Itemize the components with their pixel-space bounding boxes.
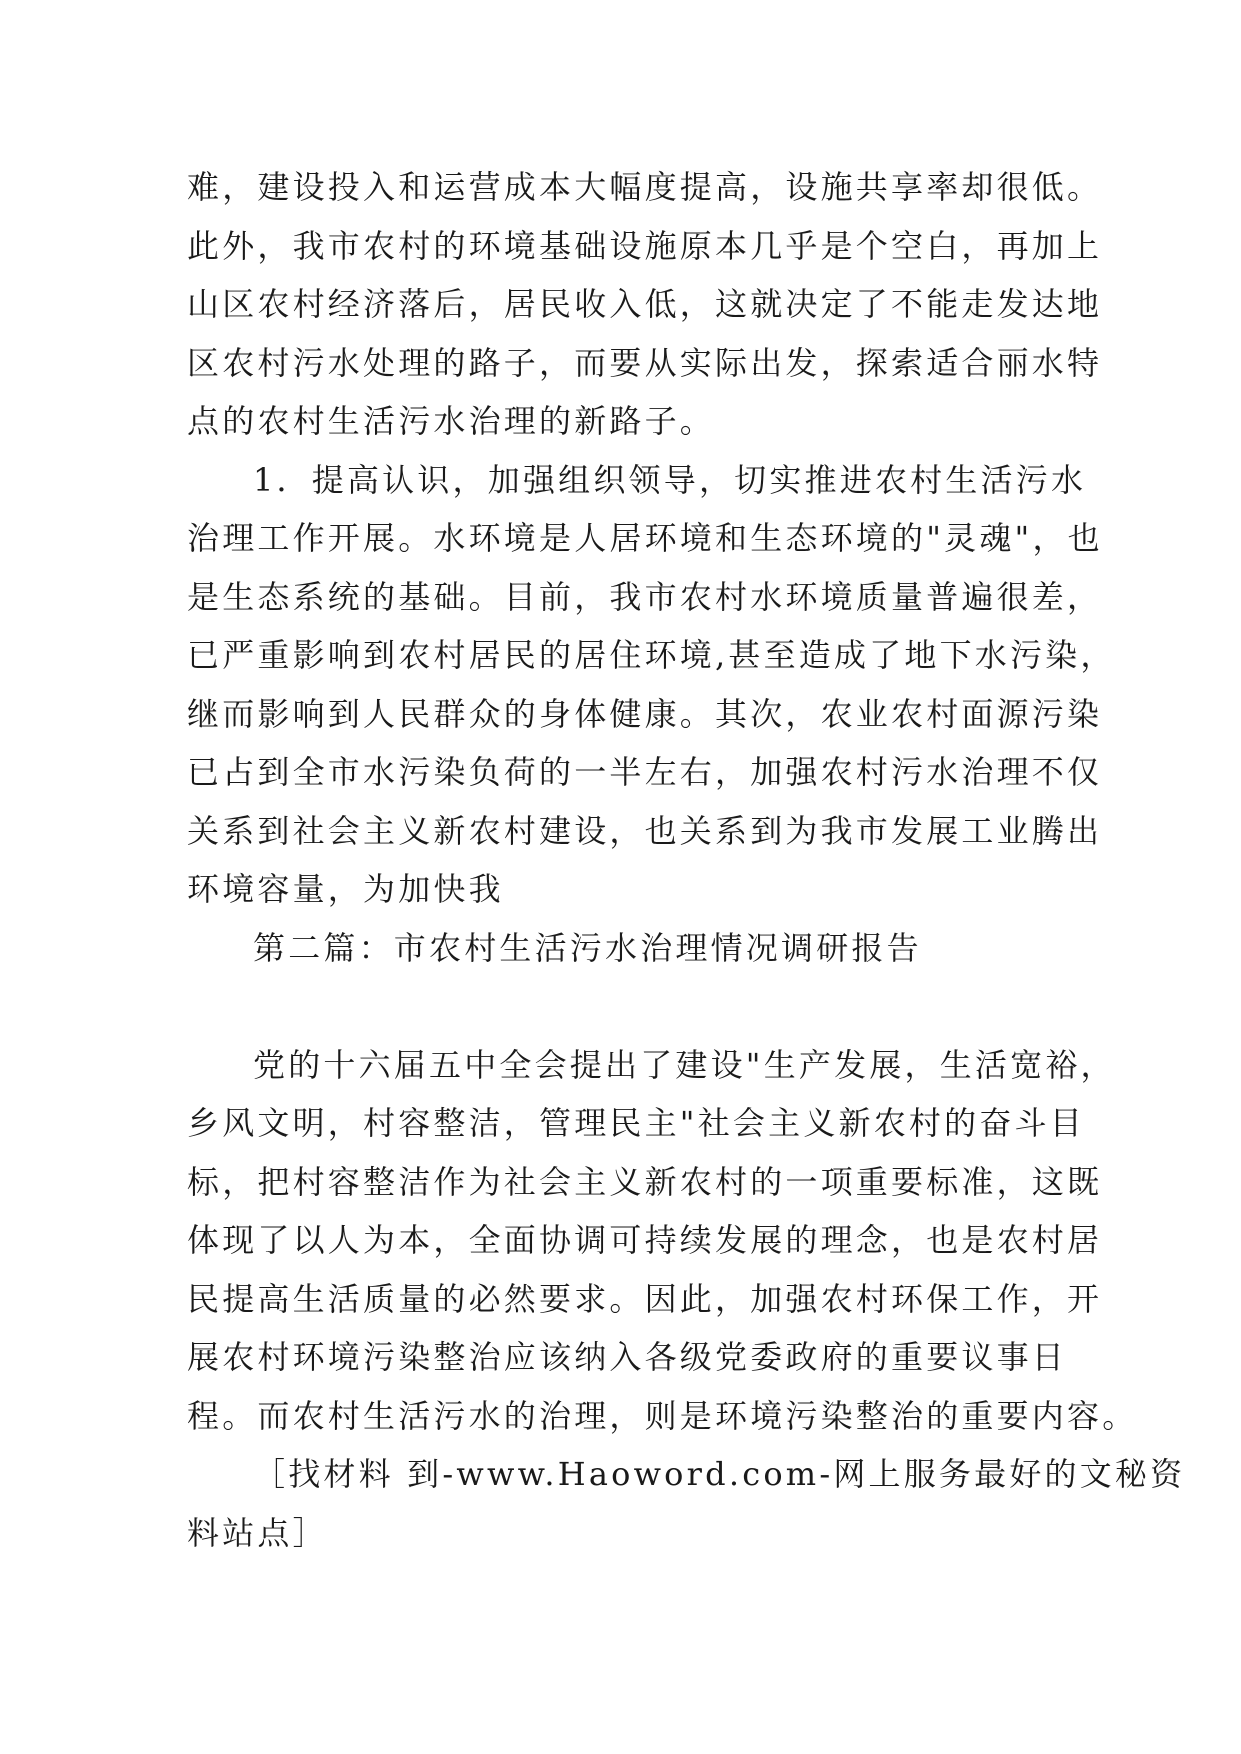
text-line: 党的十六届五中全会提出了建设"生产发展，生活宽裕， [253, 1045, 1116, 1084]
text-line: 难，建设投入和运营成本大幅度提高，设施共享率却很低。 [187, 168, 1103, 206]
text-line: 山区农村经济落后，居民收入低，这就决定了不能走发达地 [187, 285, 1103, 323]
text-line: 已占到全市水污染负荷的一半左右，加强农村污水治理不仅 [187, 753, 1103, 791]
section-heading: 第二篇：市农村生活污水治理情况调研报告 [253, 928, 922, 967]
text-line: 料站点］ [187, 1513, 328, 1552]
text-line: 继而影响到人民群众的身体健康。其次，农业农村面源污染 [187, 694, 1103, 733]
text-line: 1．提高认识，加强组织领导，切实推进农村生活污水 [253, 460, 1087, 499]
document-body [187, 158, 1186, 1562]
text-line: 已严重影响到农村居民的居住环境,甚至造成了地下水污染， [187, 636, 1116, 674]
text-line: 标，把村容整洁作为社会主义新农村的一项重要标准，这既 [187, 1162, 1103, 1201]
paragraph-1 [187, 158, 1103, 451]
blank-line [187, 977, 1067, 1036]
text-line: 环境容量，为加快我 [187, 870, 504, 908]
text-line: 此外，我市农村的环境基础设施原本几乎是个空白，再加上 [187, 226, 1103, 265]
paragraph-4 [187, 1445, 1186, 1562]
text-line: 程。而农村生活污水的治理，则是环境污染整治的重要内容。 [187, 1396, 1138, 1435]
text-line: 体现了以人为本，全面协调可持续发展的理念，也是农村居 [187, 1221, 1103, 1259]
text-line: 区农村污水处理的路子，而要从实际出发，探索适合丽水特 [187, 343, 1103, 382]
text-line: 点的农村生活污水治理的新路子。 [187, 402, 716, 440]
text-line: ［找材料 到-www.Haoword.com-网上服务最好的文秘资 [253, 1455, 1186, 1493]
text-line: 乡风文明，村容整洁，管理民主"社会主义新农村的奋斗目 [187, 1104, 1085, 1142]
paragraph-3 [187, 1036, 1138, 1446]
text-line: 治理工作开展。水环境是人居环境和生态环境的"灵魂"，也 [187, 519, 1103, 557]
text-line: 展农村环境污染整治应该纳入各级党委政府的重要议事日 [187, 1338, 1068, 1376]
text-line: 关系到社会主义新农村建设，也关系到为我市发展工业腾出 [187, 811, 1103, 850]
text-line: 民提高生活质量的必然要求。因此，加强农村环保工作，开 [187, 1279, 1103, 1318]
text-line: 是生态系统的基础。目前，我市农村水环境质量普遍很差， [187, 577, 1103, 616]
paragraph-2 [187, 451, 1116, 919]
